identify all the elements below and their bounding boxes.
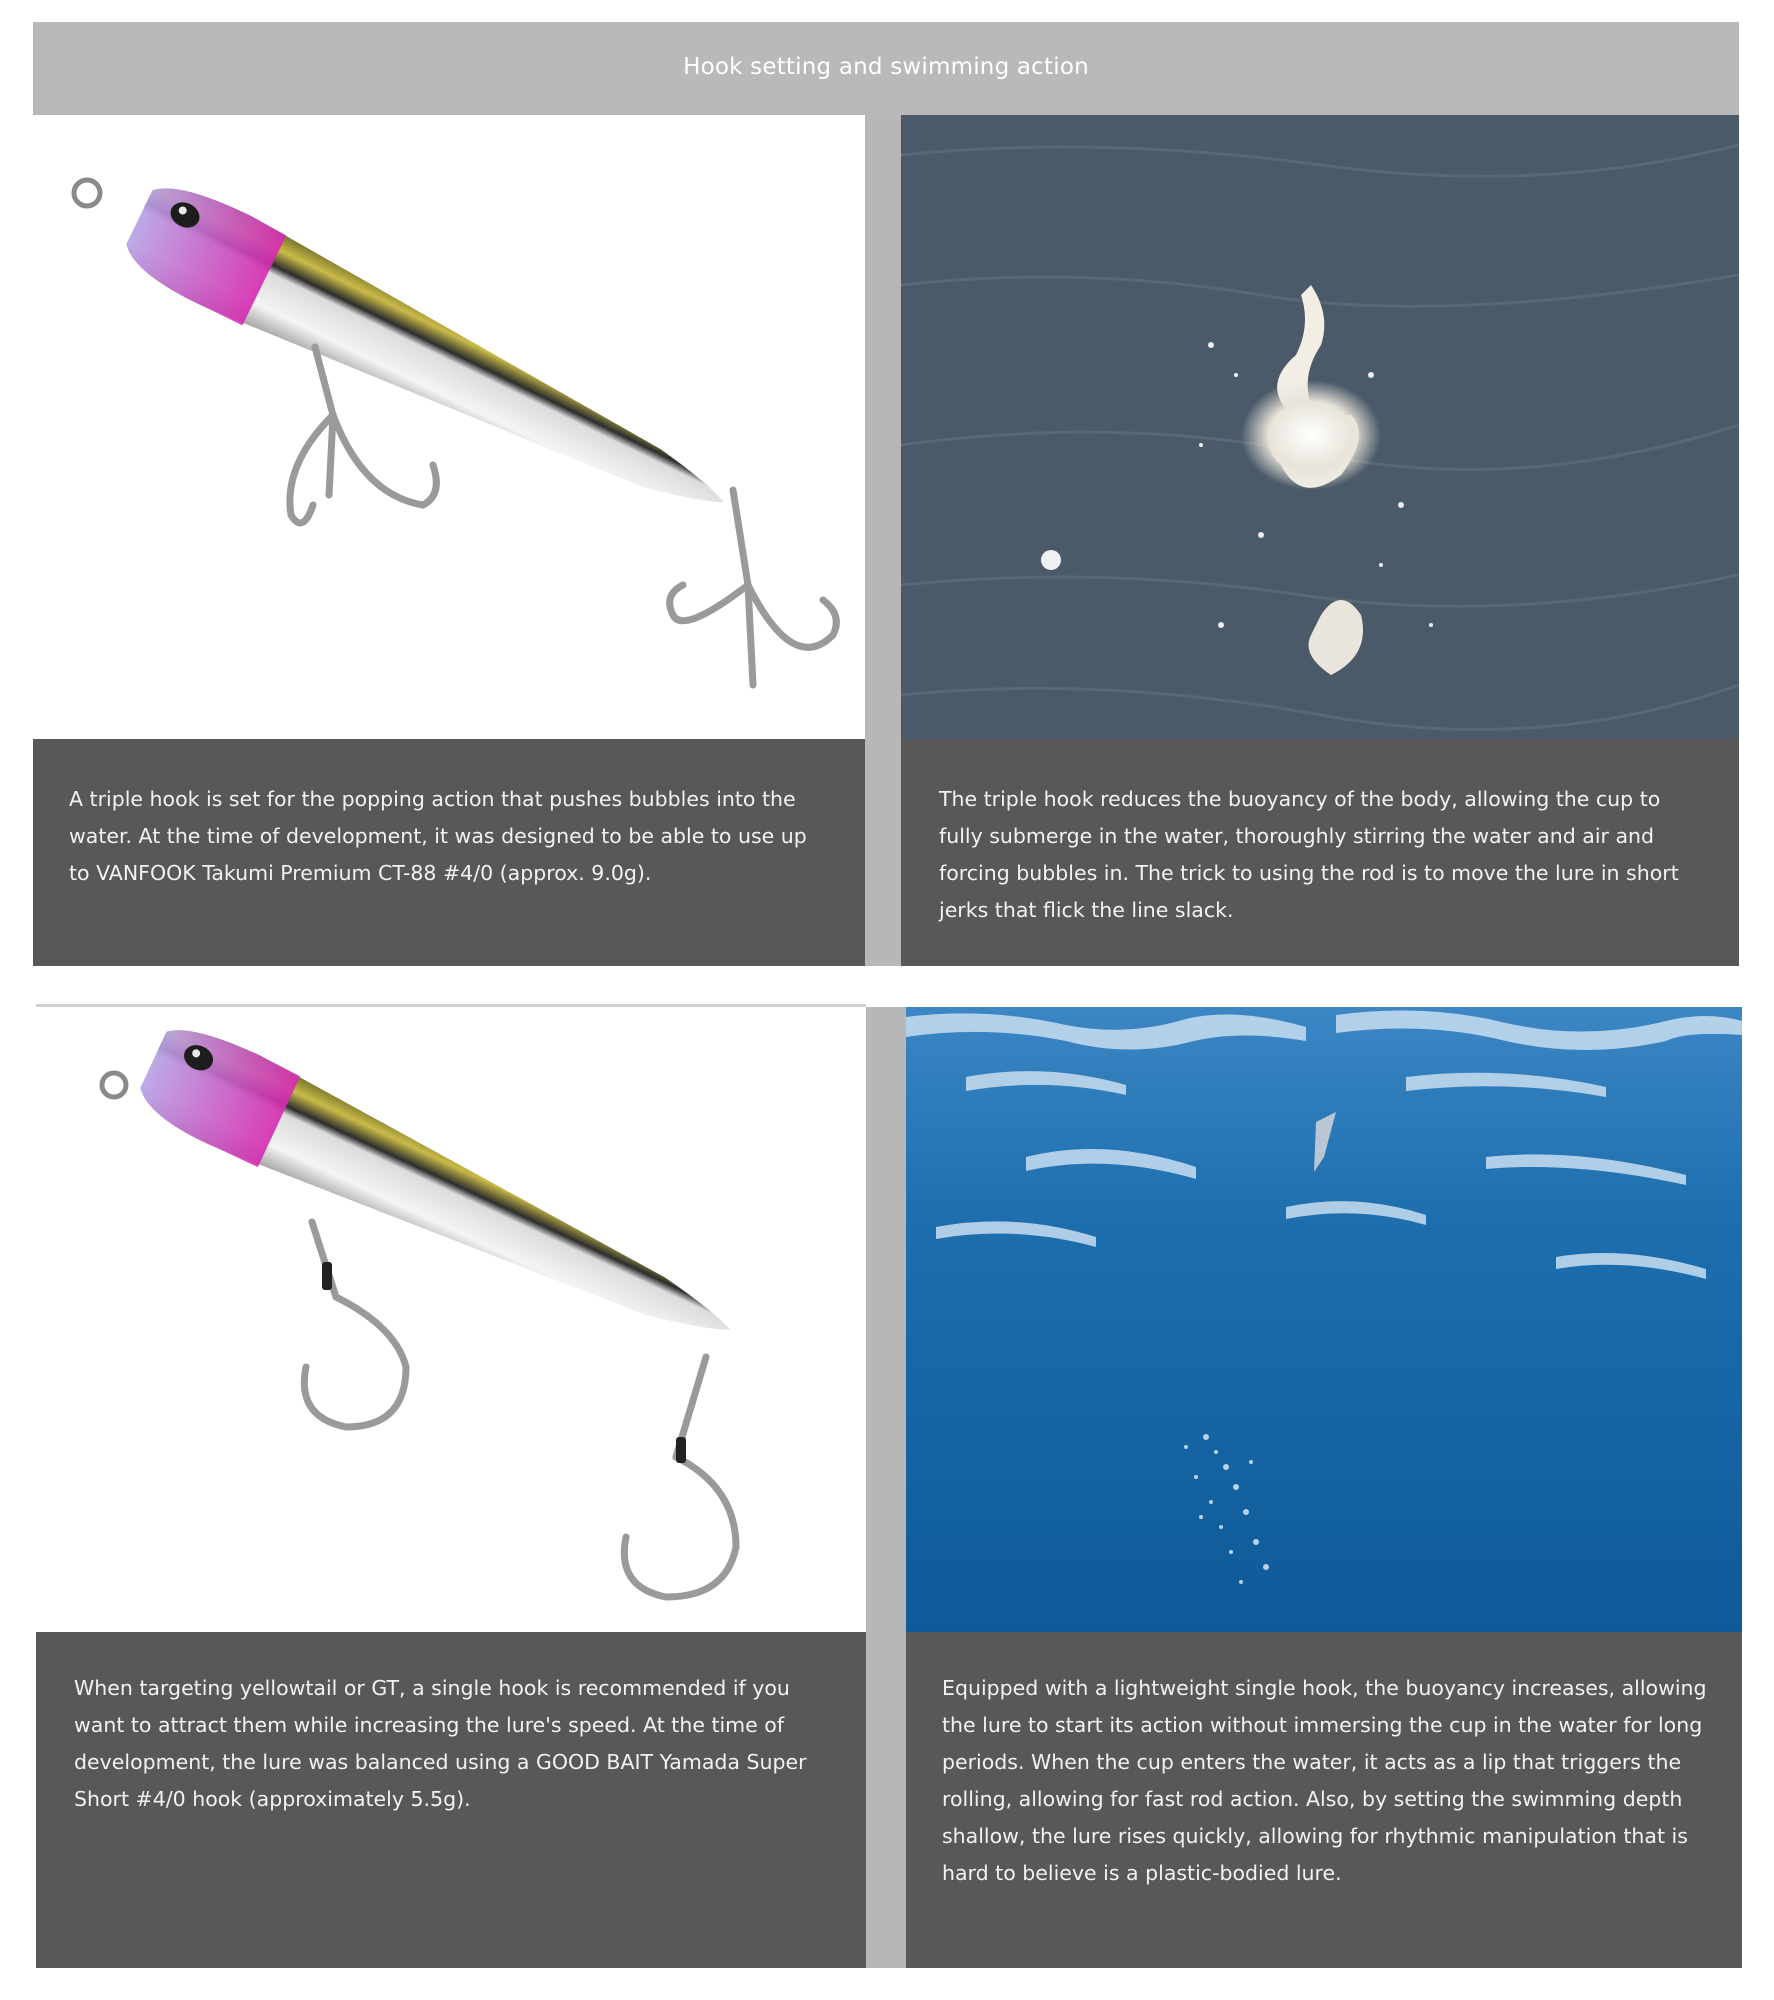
swimming-action-caption-box xyxy=(906,1632,1742,1968)
section-title: Hook setting and swimming action xyxy=(683,54,1089,80)
triple-hook-caption: A triple hook is set for the popping action that pushes bubbles into the water. At the time of development, it was designed to be able to use up to VANFOOK Takumi Premium CT-88 #4/0 (approx. 9.0g). xyxy=(69,787,807,885)
popping-action-caption: The triple hook reduces the buoyancy of the body, allowing the cup to fully submerge in the water, thoroughly stirring the water and air and forcing bubbles in. The trick to using the rod is to move the lure in short jerks that flick the line slack. xyxy=(939,787,1679,922)
swimming-action-caption: Equipped with a lightweight single hook, the buoyancy increases, allowing the lure to start its action without immersing the cup in the water for long periods. When the cup enters the water, it acts as a lip that triggers the rolling, allowing for fast rod action. Also, by setting the swimming depth shallow, the lure rises quickly, allowing for rhythmic manipulation that is hard to believe is a plastic-bodied lure. xyxy=(942,1676,1707,1885)
popping-action-caption-box xyxy=(901,739,1739,966)
column-gutter xyxy=(865,115,901,966)
section-header xyxy=(33,22,1739,115)
lure-single-hook-photo xyxy=(36,1007,866,1632)
triple-hook-caption-box xyxy=(33,739,865,966)
column-gutter xyxy=(866,1007,906,1968)
lure-swimming-photo xyxy=(906,1007,1742,1632)
popping-bubbles-photo xyxy=(901,115,1739,739)
single-hook-caption-box xyxy=(36,1632,866,1968)
single-hook-caption: When targeting yellowtail or GT, a single hook is recommended if you want to attract them while increasing the lure's speed. At the time of development, the lure was balanced using a GOOD BAIT Yamada Super Short #4/0 hook (approximately 5.5g). xyxy=(74,1676,807,1811)
lure-triple-hook-photo xyxy=(33,115,865,739)
